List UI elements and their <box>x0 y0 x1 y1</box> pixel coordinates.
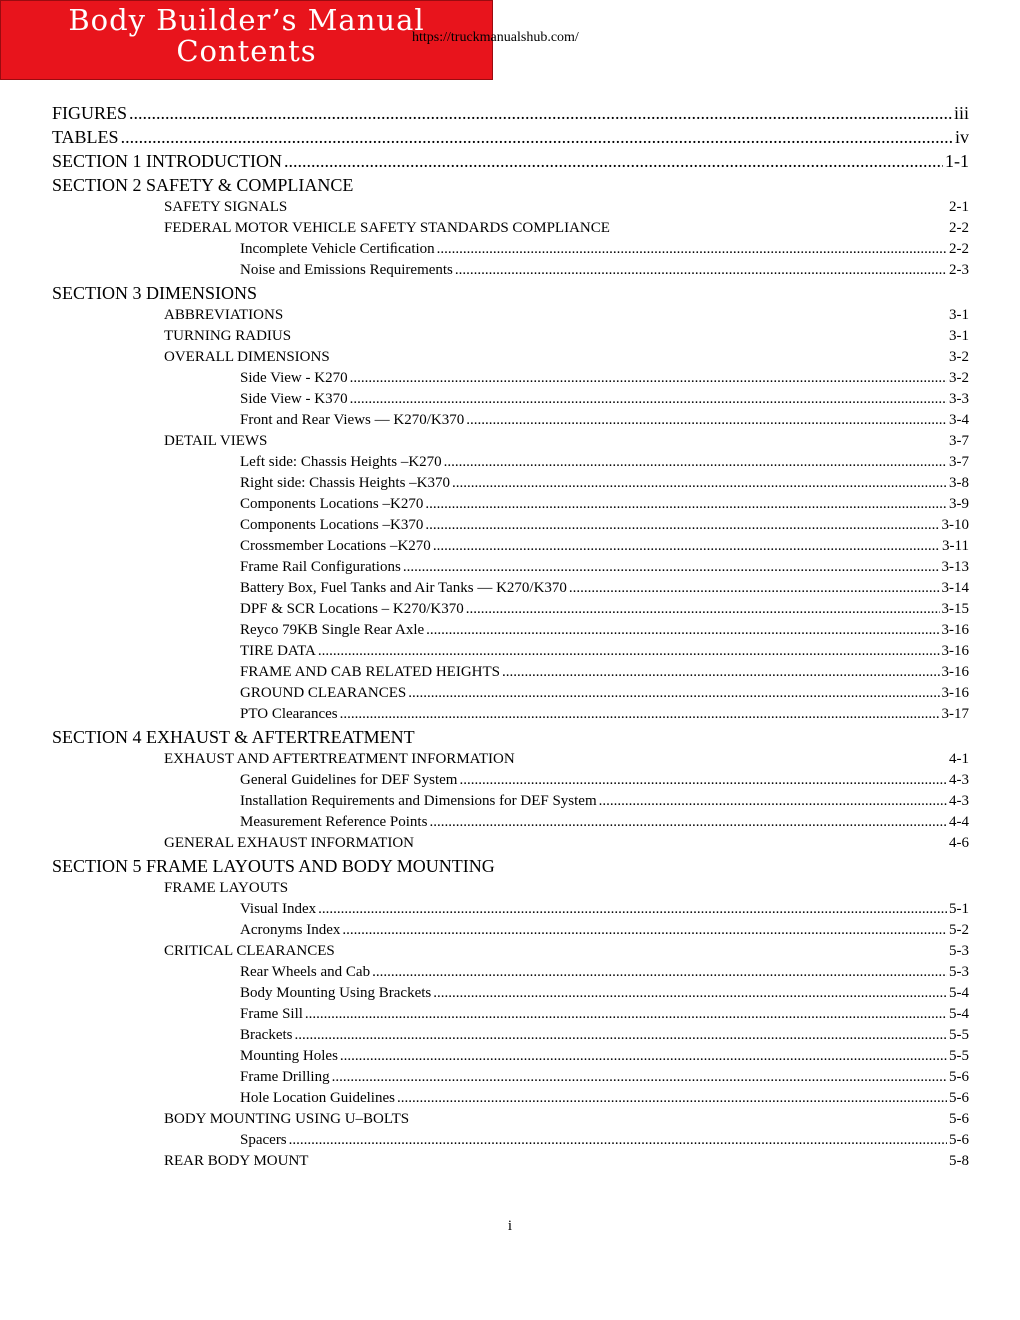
toc-entry-page: 4-4 <box>949 814 969 830</box>
toc-entry-label: SECTION 3 DIMENSIONS <box>52 283 258 303</box>
toc-entry-label: EXHAUST AND AFTERTREATMENT INFORMATION <box>164 751 515 767</box>
toc-entry-page: 3-10 <box>941 517 969 533</box>
toc-entry-page: 5-8 <box>949 1153 969 1169</box>
dot-leader <box>425 494 947 515</box>
toc-entry-page: 3-7 <box>949 454 969 470</box>
dot-leader <box>403 557 940 578</box>
toc-entry[interactable] <box>52 641 969 662</box>
banner-title-line2: Contents <box>176 34 317 68</box>
dot-leader <box>318 899 947 920</box>
toc-entry[interactable] <box>52 1109 969 1130</box>
toc-entry-label: Right side: Chassis Heights –K370 <box>240 475 451 491</box>
toc-entry-page: 3-4 <box>949 412 969 428</box>
dot-leader <box>342 920 947 941</box>
toc-entry[interactable] <box>52 389 969 410</box>
toc-entry-page: 2-3 <box>949 262 969 278</box>
toc-entry[interactable] <box>52 326 969 347</box>
toc-entry[interactable] <box>52 431 969 452</box>
toc-entry[interactable] <box>52 305 969 326</box>
toc-entry-label: Side View - K370 <box>240 391 348 407</box>
toc-entry[interactable] <box>52 1151 969 1172</box>
toc-entry[interactable] <box>52 197 969 218</box>
toc-entry-label: Front and Rear Views — K270/K370 <box>240 412 465 428</box>
toc-entry-label: Frame Rail Configurations <box>240 559 401 575</box>
toc-entry[interactable] <box>52 1088 969 1109</box>
toc-entry-page: 5-3 <box>949 943 969 959</box>
toc-entry[interactable] <box>52 620 969 641</box>
toc-entry-label: GROUND CLEARANCES <box>240 685 407 701</box>
toc-entry[interactable] <box>52 662 969 683</box>
dot-leader <box>129 101 952 125</box>
toc-entry[interactable] <box>52 920 969 941</box>
toc-entry[interactable] <box>52 1025 969 1046</box>
toc-entry-label: Rear Wheels and Cab <box>240 964 371 980</box>
dot-leader <box>289 1130 947 1151</box>
toc-entry-page: 4-3 <box>949 793 969 809</box>
toc-entry[interactable] <box>52 854 969 878</box>
toc-entry-page: 5-5 <box>949 1048 969 1064</box>
toc-entry-page: iii <box>953 103 969 123</box>
toc-entry-label: Incomplete Vehicle Certiﬁcation <box>240 241 435 257</box>
toc-entry[interactable] <box>52 749 969 770</box>
toc-entry-label: Left side: Chassis Heights –K270 <box>240 454 442 470</box>
toc-entry-label: Mounting Holes <box>240 1048 338 1064</box>
toc-entry[interactable] <box>52 1004 969 1025</box>
dot-leader <box>397 1088 947 1109</box>
dot-leader <box>429 812 947 833</box>
toc-entry-label: Visual Index <box>240 901 317 917</box>
dot-leader <box>340 1046 947 1067</box>
toc-entry-page: 3-16 <box>941 664 969 680</box>
dot-leader <box>466 599 940 620</box>
toc-entry-page: 1-1 <box>945 151 969 171</box>
toc-entry-page: 3-2 <box>949 370 969 386</box>
dot-leader <box>294 1025 947 1046</box>
table-of-contents <box>52 101 969 1172</box>
toc-entry-page: 2-2 <box>949 220 969 236</box>
toc-entry[interactable] <box>52 149 969 173</box>
toc-entry[interactable] <box>52 515 969 536</box>
toc-entry-label: GENERAL EXHAUST INFORMATION <box>164 835 414 851</box>
toc-entry-page: 3-11 <box>942 538 969 554</box>
toc-entry-page: 2-2 <box>949 241 969 257</box>
toc-entry[interactable] <box>52 473 969 494</box>
dot-leader <box>444 452 947 473</box>
toc-entry[interactable] <box>52 833 969 854</box>
toc-entry[interactable] <box>52 983 969 1004</box>
toc-entry-label: FRAME AND CAB RELATED HEIGHTS <box>240 664 501 680</box>
toc-entry-page: 3-8 <box>949 475 969 491</box>
dot-leader <box>433 536 940 557</box>
toc-entry[interactable] <box>52 260 969 281</box>
toc-entry-label: Installation Requirements and Dimensions for DEF System <box>240 793 597 809</box>
toc-entry[interactable] <box>52 578 969 599</box>
toc-entry-label: CRITICAL CLEARANCES <box>164 943 335 959</box>
toc-entry-page: 5-6 <box>949 1090 969 1106</box>
toc-entry[interactable] <box>52 410 969 431</box>
toc-entry-label: Components Locations –K370 <box>240 517 424 533</box>
toc-entry-label: OVERALL DIMENSIONS <box>164 349 330 365</box>
toc-entry-page: 5-6 <box>949 1111 969 1127</box>
dot-leader <box>318 641 940 662</box>
dot-leader <box>599 791 947 812</box>
toc-entry-label: PTO Clearances <box>240 706 338 722</box>
toc-entry-label: FRAME LAYOUTS <box>164 880 289 896</box>
toc-entry-label: FEDERAL MOTOR VEHICLE SAFETY STANDARDS COMPLIANCE <box>164 220 610 236</box>
toc-entry-page: 4-3 <box>949 772 969 788</box>
toc-entry[interactable] <box>52 812 969 833</box>
toc-entry[interactable] <box>52 239 969 260</box>
toc-entry-label: DETAIL VIEWS <box>164 433 268 449</box>
toc-entry-page: 5-6 <box>949 1132 969 1148</box>
toc-entry-label: SECTION 4 EXHAUST & AFTERTREATMENT <box>52 727 415 747</box>
toc-entry[interactable] <box>52 218 969 239</box>
toc-entry-label: Brackets <box>240 1027 293 1043</box>
toc-entry-label: Frame Drilling <box>240 1069 330 1085</box>
toc-entry[interactable] <box>52 494 969 515</box>
toc-entry[interactable] <box>52 725 969 749</box>
dot-leader <box>455 260 947 281</box>
source-url[interactable]: https://truckmanualshub.com/ <box>412 30 579 45</box>
dot-leader <box>502 662 939 683</box>
toc-entry-page: 3-9 <box>949 496 969 512</box>
toc-entry-label: FIGURES <box>52 103 128 123</box>
toc-entry-label: Hole Location Guidelines <box>240 1090 395 1106</box>
dot-leader <box>332 1067 947 1088</box>
toc-entry[interactable] <box>52 683 969 704</box>
toc-entry-label: Battery Box, Fuel Tanks and Air Tanks — K270/K370 <box>240 580 567 596</box>
dot-leader <box>340 704 940 725</box>
dot-leader <box>284 149 943 173</box>
dot-leader <box>305 1004 947 1025</box>
banner-title-line1: Body Builder’s Manual <box>68 3 425 37</box>
toc-entry-label: Noise and Emissions Requirements <box>240 262 453 278</box>
toc-entry-label: Spacers <box>240 1132 287 1148</box>
toc-entry-page: 3-16 <box>941 643 969 659</box>
toc-entry[interactable] <box>52 599 969 620</box>
toc-entry[interactable] <box>52 962 969 983</box>
toc-entry-label: Frame Sill <box>240 1006 303 1022</box>
dot-leader <box>459 770 947 791</box>
toc-entry[interactable] <box>52 125 969 149</box>
toc-entry-label: SECTION 2 SAFETY & COMPLIANCE <box>52 175 354 195</box>
toc-entry[interactable] <box>52 704 969 725</box>
toc-entry-label: SECTION 5 FRAME LAYOUTS AND BODY MOUNTING <box>52 856 495 876</box>
toc-entry[interactable] <box>52 101 969 125</box>
toc-entry-page: 2-1 <box>949 199 969 215</box>
toc-entry-label: Reyco 79KB Single Rear Axle <box>240 622 425 638</box>
toc-entry-label: Measurement Reference Points <box>240 814 428 830</box>
dot-leader <box>408 683 939 704</box>
toc-entry-page: 3-14 <box>941 580 969 596</box>
toc-entry-page: iv <box>954 127 969 147</box>
toc-entry-label: REAR BODY MOUNT <box>164 1153 309 1169</box>
toc-entry[interactable] <box>52 281 969 305</box>
toc-entry-label: BODY MOUNTING USING U–BOLTS <box>164 1111 410 1127</box>
toc-entry[interactable] <box>52 536 969 557</box>
toc-entry-page: 3-17 <box>941 706 969 722</box>
toc-entry-page: 3-3 <box>949 391 969 407</box>
dot-leader <box>569 578 940 599</box>
dot-leader <box>350 389 947 410</box>
toc-entry[interactable] <box>52 173 969 197</box>
toc-entry-label: Side View - K270 <box>240 370 348 386</box>
toc-entry-page: 3-16 <box>941 622 969 638</box>
toc-entry[interactable] <box>52 557 969 578</box>
toc-entry-page: 3-1 <box>949 328 969 344</box>
toc-entry-page: 5-6 <box>949 1069 969 1085</box>
toc-entry[interactable] <box>52 1067 969 1088</box>
toc-entry-page: 5-5 <box>949 1027 969 1043</box>
toc-entry-label: Crossmember Locations –K270 <box>240 538 431 554</box>
toc-entry[interactable] <box>52 1130 969 1151</box>
toc-entry-label: SAFETY SIGNALS <box>164 199 288 215</box>
toc-entry-page: 4-6 <box>949 835 969 851</box>
toc-entry-label: Body Mounting Using Brackets <box>240 985 432 1001</box>
toc-entry[interactable] <box>52 347 969 368</box>
toc-entry[interactable] <box>52 368 969 389</box>
dot-leader <box>372 962 947 983</box>
toc-entry[interactable] <box>52 452 969 473</box>
toc-entry-page: 5-4 <box>949 1006 969 1022</box>
dot-leader <box>452 473 947 494</box>
dot-leader <box>466 410 947 431</box>
toc-entry-page: 3-15 <box>941 601 969 617</box>
toc-entry-page: 4-1 <box>949 751 969 767</box>
toc-entry-page: 5-4 <box>949 985 969 1001</box>
dot-leader <box>433 983 947 1004</box>
toc-entry[interactable] <box>52 941 969 962</box>
toc-entry[interactable] <box>52 899 969 920</box>
toc-entry[interactable] <box>52 878 969 899</box>
toc-entry-page: 3-2 <box>949 349 969 365</box>
dot-leader <box>121 125 953 149</box>
toc-entry-page: 5-3 <box>949 964 969 980</box>
toc-entry-label: TIRE DATA <box>240 643 316 659</box>
page-number: i <box>507 1218 513 1234</box>
toc-entry-page: 3-1 <box>949 307 969 323</box>
toc-entry-page: 3-7 <box>949 433 969 449</box>
toc-entry-page: 3-13 <box>941 559 969 575</box>
toc-entry-label: TURNING RADIUS <box>164 328 292 344</box>
dot-leader <box>437 239 947 260</box>
toc-entry-label: Acronyms Index <box>240 922 341 938</box>
toc-entry[interactable] <box>52 770 969 791</box>
toc-entry-page: 3-16 <box>941 685 969 701</box>
toc-entry-label: ABBREVIATIONS <box>164 307 284 323</box>
toc-entry-label: TABLES <box>52 127 119 147</box>
toc-entry[interactable] <box>52 1046 969 1067</box>
toc-entry-label: General Guidelines for DEF System <box>240 772 458 788</box>
toc-entry-label: DPF & SCR Locations – K270/K370 <box>240 601 464 617</box>
toc-entry-page: 5-1 <box>949 901 969 917</box>
dot-leader <box>425 515 939 536</box>
dot-leader <box>350 368 947 389</box>
toc-entry-label: SECTION 1 INTRODUCTION <box>52 151 282 171</box>
toc-entry[interactable] <box>52 791 969 812</box>
toc-entry-page: 5-2 <box>949 922 969 938</box>
toc-entry-label: Components Locations –K270 <box>240 496 424 512</box>
dot-leader <box>426 620 939 641</box>
